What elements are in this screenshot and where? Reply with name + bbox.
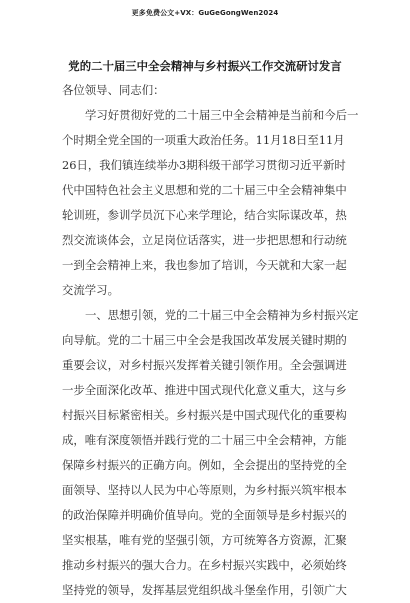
- salutation: 各位领导、同志们：: [62, 83, 165, 97]
- paragraph-line: 代中国特色社会主义思想和党的二十届三中全会精神集中: [62, 183, 347, 197]
- paragraph-line: 学习好贯彻好党的二十届三中全会精神是当前和今后一: [85, 108, 359, 122]
- paragraph-line: 面领导、坚持以人民为中心等原则，为乡村振兴筑牢根本: [62, 483, 347, 497]
- paragraph-line: 26日，我们镇连续举办3期科级干部学习贯彻习近平新时: [62, 158, 346, 172]
- paragraph-line: 交流学习。: [62, 283, 119, 297]
- paragraph-line: 一步全面深化改革、推进中国式现代化意义重大，这与乡: [62, 383, 347, 397]
- paragraph-line: 轮训班，参训学员沉下心来学理论，结合实际谋改革，热: [62, 208, 347, 222]
- paragraph-line: 重要会议，对乡村振兴发挥着关键引领作用。全会强调进: [62, 358, 347, 372]
- paragraph-line: 向导航。党的二十届三中全会是我国改革发展关键时期的: [62, 333, 347, 347]
- paragraph-line: 烈交流谈体会，立足岗位话落实，进一步把思想和行动统: [62, 233, 347, 247]
- paragraph-line: 保障乡村振兴的正确方向。例如，全会提出的坚持党的全: [62, 458, 347, 472]
- paragraph-line: 村振兴目标紧密相关。乡村振兴是中国式现代化的重要构: [62, 408, 347, 422]
- document-body: [62, 78, 374, 603]
- paragraph-line: 坚持党的领导，发挥基层党组织战斗堡垒作用，引领广大: [62, 583, 347, 597]
- paragraph-line: 成，唯有深度领悟并践行党的二十届三中全会精神，方能: [62, 433, 347, 447]
- paragraph-line: 一到全会精神上来，我也参加了培训，今天就和大家一起: [62, 258, 347, 272]
- document-title: 党的二十届三中全会精神与乡村振兴工作交流研讨发言: [68, 59, 342, 73]
- paragraph-line: 坚实根基，唯有党的坚强引领，方可统筹各方资源，汇聚: [62, 533, 347, 547]
- watermark-header: 更多免费公文+VX：GuGeGongWen2024: [131, 9, 279, 17]
- section-heading-line: 一、思想引领，党的二十届三中全会精神为乡村振兴定: [85, 308, 359, 322]
- paragraph-line: 的政治保障并明确价值导向。党的全面领导是乡村振兴的: [62, 508, 347, 522]
- paragraph-line: 个时期全党全国的一项重大政治任务。11月18日至11月: [62, 133, 345, 147]
- paragraph-line: 推动乡村振兴的强大合力。在乡村振兴实践中，必须始终: [62, 558, 347, 572]
